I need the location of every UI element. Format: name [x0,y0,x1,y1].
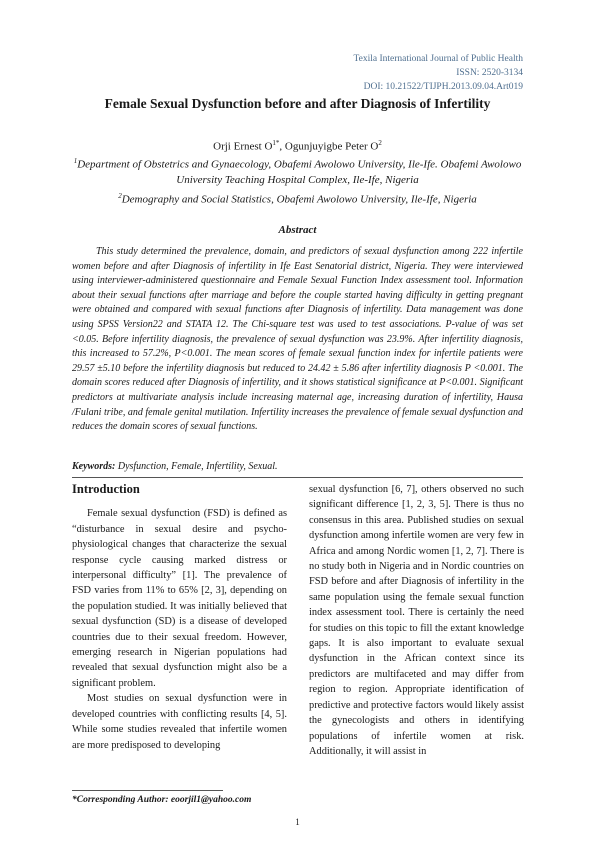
journal-issn: ISSN: 2520-3134 [456,68,523,78]
affiliation-2-text: Demography and Social Statistics, Obafemi Awolowo University, Ile-Ife, Nigeria [121,193,477,206]
affiliation-1-text: Department of Obstetrics and Gynaecology, Obafemi Awolowo University, Ile-Ife. Obafemi Awolowo University Teaching Hospital Complex, Ile-Ife, Nigeria [77,158,522,187]
footnote-divider [72,790,223,791]
introduction-heading: Introduction [72,482,140,496]
corresponding-author: *Corresponding Author: eoorjil1@yahoo.com [72,795,252,805]
keywords-label: Keywords: [72,461,116,472]
journal-doi: DOI: 10.21522/TIJPH.2013.09.04.Art019 [363,82,523,92]
abstract-heading: Abstract [278,224,317,236]
abstract-text: This study determined the prevalence, domain, and predictors of sexual dysfunction among 222 infertile women before and after Diagnosis of infertility in Ife East Senatorial district, Nigeria. They were interviewed using interviewer-administered questionnaire and Female Sexual Function Index assessment tool. Information about their sexual functions after marriage and before the couple started having difficulty in getting pregnant were obtained and compared with sexual functions after Diagnosis of infertility. Data management was done using SPSS Version22 and STATA 12. The Chi-square test was used to test associations. P-value of was set <0.05. Before infertility diagnosis, the prevalence of sexual dysfunction was 23.9%. After infertility diagnosis, this increased to 57.2%, P<0.001. The mean scores of female sexual function index for infertile patients were 29.57 ±5.10 before the infertility diagnosis but reduced to 24.42 ± 5.86 after infertility diagnosis P <0.001. The domain scores reduced after Diagnosis of infertility, and it shows statistical significance at P<0.001. Significant predictors at multivariate analysis include increasing maternal age, increasing duration of infertility, Hausa /Fulani tribe, and female genital mutilation. Infertility increases the prevalence of female sexual dysfunction and reduces the domain scores of sexual functions. [72,246,523,433]
affiliation-2 [60,189,535,208]
author-line [0,139,595,153]
author-2-sup: 2 [378,139,382,147]
journal-header [354,52,524,94]
affiliation-1 [60,154,535,189]
keywords [72,461,278,472]
paper-title: Female Sexual Dysfunction before and after Diagnosis of Infertility [104,96,491,111]
affiliation-2-sup: 2 [118,191,122,200]
intro-paragraph-2: Most studies on sexual dysfunction were in developed countries with conflicting results [4, 5]. While some studies revealed that infertile women are more predisposed to developing [72,693,287,751]
section-divider [72,477,523,478]
author-1-sup: 1* [272,139,280,147]
right-column [309,482,524,759]
journal-name: Texila International Journal of Public Health [353,54,523,64]
keywords-text: Dysfunction, Female, Infertility, Sexual. [115,461,278,472]
left-column [72,482,287,753]
affiliations [60,154,535,208]
author-1: Orji Ernest O [213,140,273,153]
page-number: 1 [295,817,300,827]
author-2: , Ogunjuyigbe Peter O [279,140,379,153]
intro-paragraph-3: sexual dysfunction [6, 7], others observed no such significant difference [1, 2, 3, 5]. There is thus no consensus in this area. Published studies on sexual dysfunction among infertile women are very few in Africa and among Nordic women [1, 2, 7]. There is no study both in Nigeria and in Nordic countries on FSD before and after Diagnosis of infertility in the same population using the female sexual function index assessment tool. There is certainly the need for studies on this topic to fill the extant knowledge gaps. It is also important to evaluate sexual dysfunction in the African context since its predictors are multifaceted and may differ from region to region. Appropriate identification of predictive and protective factors would likely assist the gynecologists and others in identifying populations of infertile women at risk. Additionally, it will assist in [309,484,524,757]
affiliation-1-sup: 1 [73,157,78,165]
intro-paragraph-1: Female sexual dysfunction (FSD) is defined as “disturbance in sexual desire and psycho-physiological changes that characterize the sexual response cycle causing marked distress or interpersonal difficulty” [1]. The prevalence of FSD varies from 11% to 65% [2, 3], depending on the population studied. It was initially believed that sexual dysfunction (SD) is a disease of developed countries due to their sexual freedom. However, emerging research in Nigerian populations had revealed that sexual dysfunction might also be a significant problem. [72,508,287,689]
